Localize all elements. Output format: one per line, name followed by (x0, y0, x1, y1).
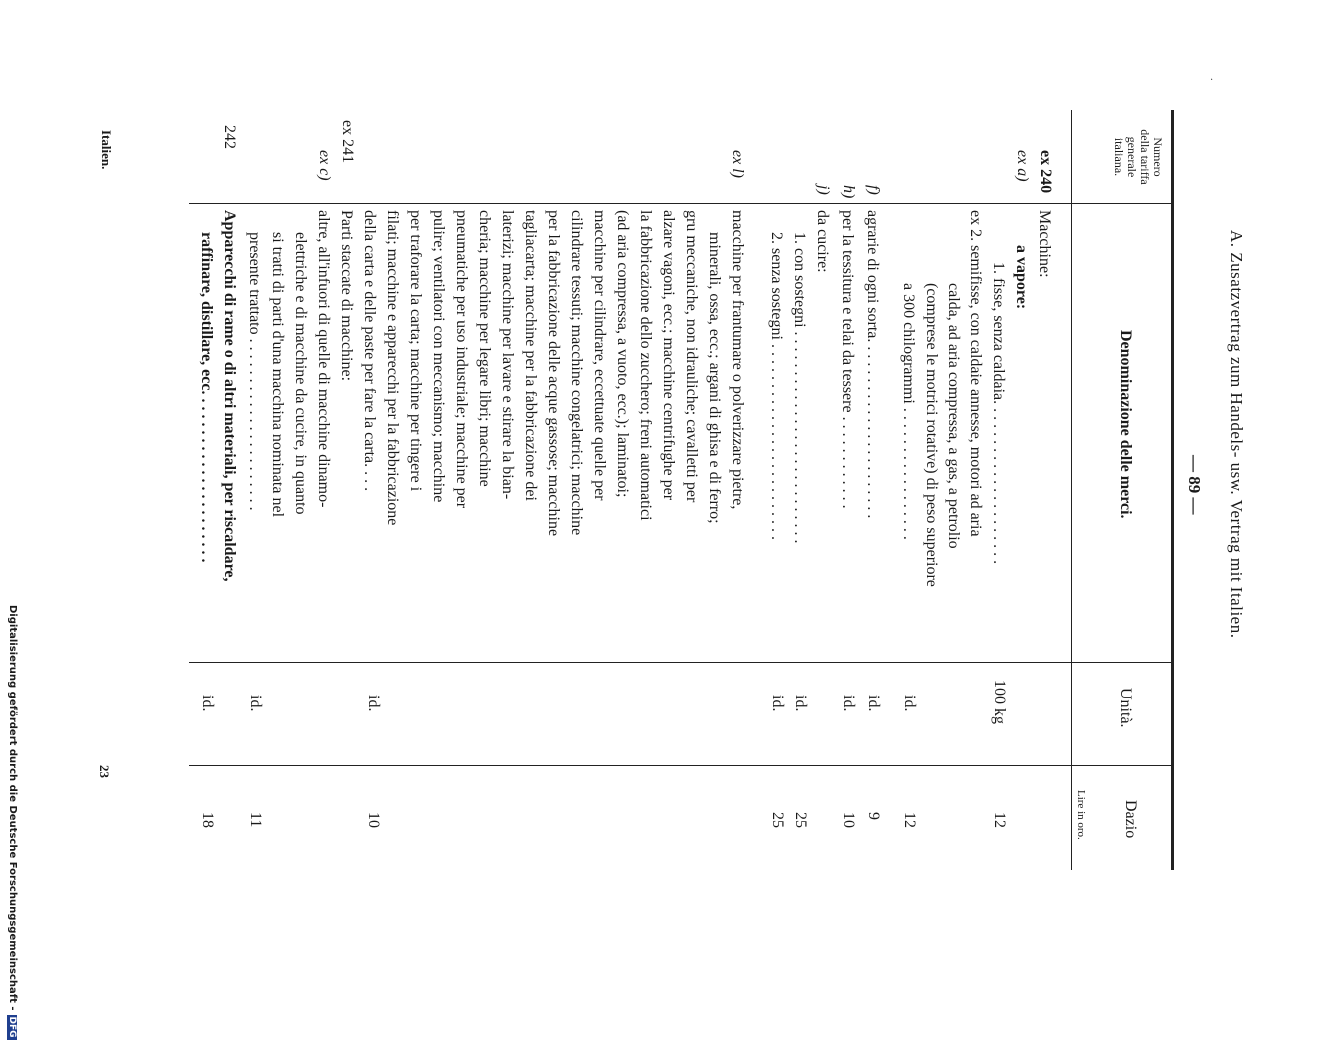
tariff-subnumber: j) (815, 185, 832, 195)
tariff-subnumber: f) (865, 185, 882, 195)
unit-value: id. (792, 695, 809, 712)
item-paragraph: macchine per frantumare o polverizzare pietre, minerali, ossa, ecc.; argani di ghisa e di ferro; gru meccaniche, non idrauliche; cavalletti per alzare vagoni, ecc.; macchine centrifughe per la fabbricazione dello zucchero; freni automatici (ad aria compressa, a vuoto, ecc.); laminatoi; macchine per cilindrare, eccettuate quelle per cilindrare tessuti; macchine congelatrici; macchine per la fabbricazione delle acque gassose; macchine tagliacarta; macchine per la fabbricazione dei laterizi; macchine per lavare e stirare la bian- cheria; macchine per legare libri; macchine pneumatiche per uso industriale; macchine per pulire; ventilatori con meccanismo; macchine per traforare la carta; macchine per tingere i filati; macchine e apparecchi per la fabbricazione della carta e delle paste per fare la carta. . . . (361, 210, 746, 537)
tariff-subnumber: h) (840, 185, 857, 199)
item-line: agrarie di ogni sorta. . . . . . . . . . . . . . . . . . . . . . . (864, 210, 881, 519)
duty-value: 18 (199, 812, 216, 828)
tariff-subnumber: ex a) (1014, 150, 1031, 182)
duty-value: 25 (792, 812, 809, 828)
unit-value: id. (247, 695, 264, 712)
col-divider-2 (189, 662, 1174, 663)
item-line: per la tessitura e telai da tessere . . . . . . . . . . . . (839, 210, 856, 509)
col-header-dazio-sub: Lire in oro. (1075, 790, 1087, 840)
item-subheading: da cucire: (814, 210, 831, 273)
tariff-number: 242 (221, 125, 238, 149)
item-heading: Macchine: (1036, 210, 1053, 278)
col-header-unita: Unità. (1117, 688, 1134, 728)
duty-value: 10 (365, 812, 382, 828)
item-line: 1. fisse, senza caldaia. . . . . . . . . . . . . . . . . . . . . (990, 262, 1007, 565)
duty-value: 12 (901, 812, 918, 828)
duty-value: 25 (769, 812, 786, 828)
item-heading: Parti staccate di macchine: (338, 210, 355, 382)
item-paragraph: altre, all'infuori di quelle di macchine dinamo- elettriche e di macchine da cucire, in quanto si tratti di parti d'una macchina nominata nel presente trattato . . . . . . . . . . . . . . . . . . . . . . (246, 210, 332, 518)
footer-left: Italien. (99, 130, 114, 170)
item-line: 1. con sostegni . . . . . . . . . . . . . . . . . . . . . . . . . . . (791, 232, 808, 544)
duty-value: 12 (991, 812, 1008, 828)
top-mark: . (1208, 78, 1219, 81)
item-line: ex 2. semifisse, con caldaie annesse, motori ad aria (967, 210, 984, 537)
unit-value: id. (901, 695, 918, 712)
item-line: 2. senza sostegni . . . . . . . . . . . . . . . . . . . . . . . . . (768, 232, 785, 540)
col-header-dazio: Dazio (1122, 800, 1139, 839)
unit-value: id. (199, 695, 216, 712)
item-subheading: a vapore: (1013, 245, 1030, 310)
col-divider-3 (189, 765, 1174, 766)
duty-value: 9 (865, 812, 882, 820)
unit-value: id. (840, 695, 857, 712)
item-paragraph: Apparecchi di rame o di altri materiali, per riscaldare, raffinare, distillare, ecc. . . . . . . . . . . . . . . . . . . . . . (198, 210, 238, 582)
tariff-subnumber: ex l) (729, 150, 746, 178)
unit-value: id. (865, 695, 882, 712)
tariff-number: ex 240 (1037, 150, 1054, 194)
tariff-number: ex 241 (339, 120, 356, 164)
digitization-note: Digitalisierung gefördert durch die Deutsche Forschungsgemeinschaft -DFG (7, 605, 18, 1038)
duty-value: 11 (247, 812, 264, 828)
table-top-rule (1171, 110, 1174, 870)
unit-value: 100 kg (991, 680, 1008, 724)
header-bottom-rule (1071, 110, 1072, 870)
col-header-denominazione: Denominazione delle merci. (1117, 330, 1134, 519)
unit-value: id. (365, 695, 382, 712)
running-title: A. Zusatzvertrag zum Handels- usw. Vertrag mit Italien. (1227, 230, 1246, 639)
item-line: (comprese le motrici rotative) di peso superiore (923, 283, 940, 587)
col-divider-1 (189, 203, 1174, 204)
footer-sheet-number: 23 (97, 765, 112, 778)
duty-value: 10 (840, 812, 857, 828)
item-line: calda, ad aria compressa, a gas, a petrolio (945, 283, 962, 549)
dfg-logo: DFG (7, 1016, 17, 1038)
item-line: a 300 chilogrammi . . . . . . . . . . . . . . . . . (900, 283, 917, 540)
tariff-subnumber: ex c) (316, 150, 333, 181)
col-header-numero: Numero della tariffa generale italiana. (1112, 129, 1165, 185)
page-number: — 89 — (1185, 455, 1204, 515)
unit-value: id. (769, 695, 786, 712)
